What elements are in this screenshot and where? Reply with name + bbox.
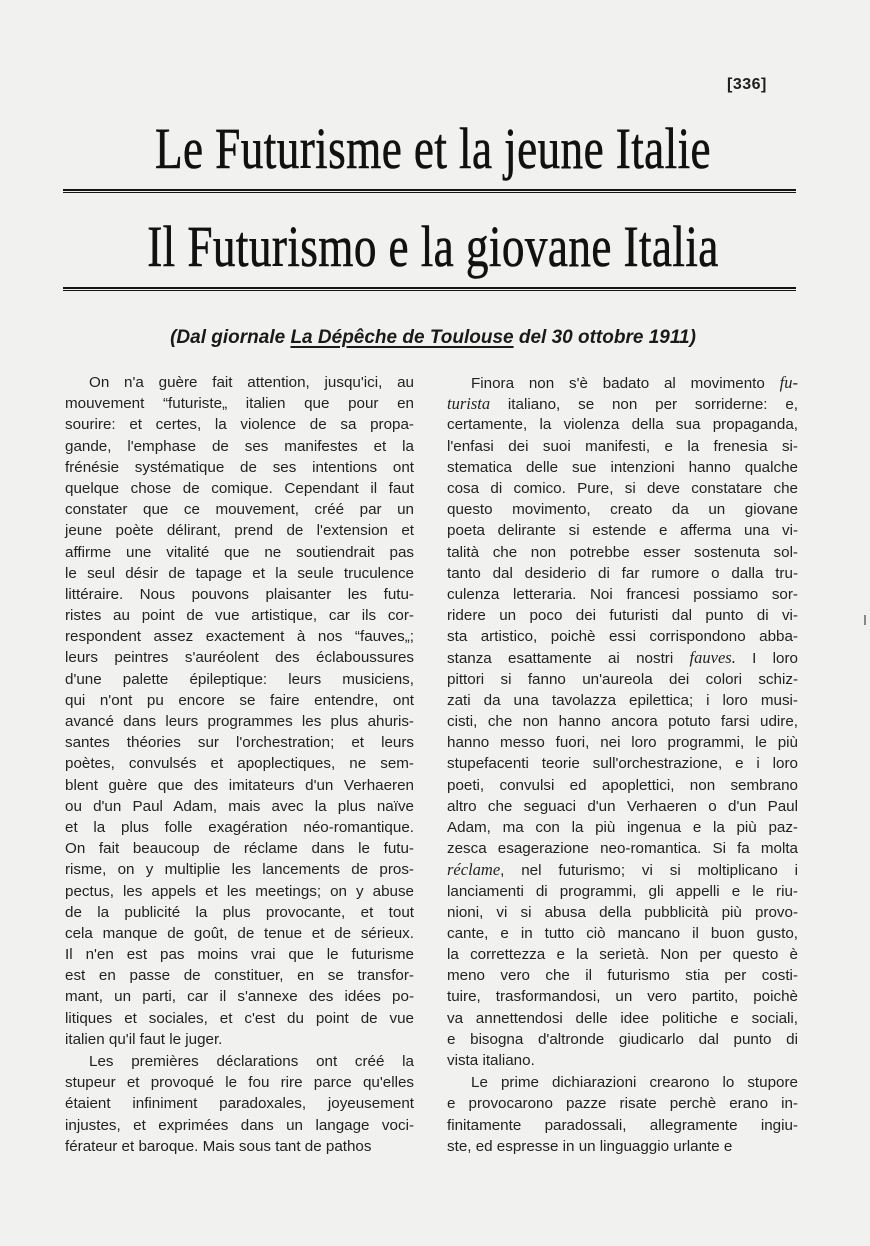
text-line: affirme une vitalité que ne soutiendrait pas bbox=[65, 543, 414, 561]
text-line: stupefacenti teorie sull'orchestrazione, e i loro bbox=[447, 755, 798, 773]
text-line: étaient infiniment paradoxales, joyeusement bbox=[65, 1095, 414, 1113]
text-line: nioni, vi si abusa della pubblicità più provo- bbox=[447, 903, 798, 921]
text-line: cosa di comico. Pure, si deve constatare che bbox=[447, 479, 798, 497]
text-line: sourire: et certes, la violence de sa propa- bbox=[65, 416, 414, 434]
text-line: santes théories sur l'orchestration; et leurs bbox=[65, 734, 414, 752]
text-line: le seul désir de tapage et la seule truculence bbox=[65, 564, 414, 582]
scan-artifact bbox=[864, 615, 866, 625]
source-prefix: (Dal giornale bbox=[170, 327, 291, 348]
text-line: gande, l'emphase de ses manifestes et la bbox=[65, 437, 414, 455]
french-text-column bbox=[65, 372, 414, 1157]
text-line: ou d'un Paul Adam, mais avec la plus naïve bbox=[65, 797, 414, 815]
text-line: e provocarono pazze risate perchè erano in- bbox=[447, 1095, 798, 1113]
text-line: respondent assez exactement à nos “fauves„; bbox=[65, 628, 414, 646]
text-line: litiques et sociales, et c'est du point de vue bbox=[65, 1009, 414, 1027]
text-line: poeti, convulsi ed apoplettici, non sembrano bbox=[447, 776, 798, 794]
text-line: frénésie systématique de ses intentions ont bbox=[65, 458, 414, 476]
text-line: Les premières déclarations ont créé la bbox=[89, 1053, 414, 1070]
text-line: blent guère que des imitateurs d'un Verhaeren bbox=[65, 776, 414, 794]
text-line: Finora non s'è badato al movimento fu- bbox=[471, 373, 798, 392]
text-line: injustes, et exprimées dans un langage voci- bbox=[65, 1116, 414, 1134]
text-line: sta artistico, poichè essi corrispondono abba- bbox=[447, 628, 798, 646]
text-line: italien qu'il faut le juger. bbox=[65, 1030, 223, 1048]
text-line: culenza letteraria. Noi francesi possiamo sor- bbox=[447, 585, 798, 603]
text-line: d'une palette épileptique: leurs musiciens, bbox=[65, 670, 414, 688]
text-line: finitamente paradossali, allegramente ingiu- bbox=[447, 1116, 798, 1134]
text-line: Adam, ma con la più ingenua e la più paz- bbox=[447, 818, 798, 836]
text-line: va annettendosi delle idee politiche e sociali, bbox=[447, 1009, 798, 1027]
italic-term: fu- bbox=[779, 373, 798, 392]
text-line: l'enfasi dei suoi manifesti, e la frenesia si- bbox=[447, 437, 798, 455]
text-line: certamente, la violenza della sua propaganda, bbox=[447, 416, 798, 434]
text-line: avancé dans leurs programmes les plus ahuris- bbox=[65, 713, 414, 730]
text-line: mant, un parti, car il s'annexe des idées po- bbox=[65, 988, 414, 1006]
text-line: de la publicité la plus provocante, et tout bbox=[65, 903, 414, 921]
text-line: Le prime dichiarazioni crearono lo stupore bbox=[471, 1074, 798, 1092]
text-line: altro che seguaci d'un Verhaeren o d'un Paul bbox=[447, 797, 798, 815]
text-line: questo movimento, creato da un giovane bbox=[447, 501, 798, 519]
text-line: turista italiano, se non per sorriderne: e, bbox=[447, 394, 798, 414]
source-citation bbox=[63, 327, 803, 349]
text-line: littéraire. Nous pouvons plaisanter les futu- bbox=[65, 585, 414, 603]
text-line: est en passe de constituer, en se transfor- bbox=[65, 967, 414, 985]
text-line: stanza esattamente ai nostri fauves. I loro bbox=[447, 648, 798, 668]
text-line: risme, on y multiplie les lancements de pros- bbox=[65, 861, 414, 879]
text-line: tanto dal desiderio di far rumore o dalla tru- bbox=[447, 564, 798, 582]
source-newspaper-name: La Dépêche de Toulouse bbox=[290, 327, 514, 348]
text-line: tuire, trasformandosi, un vero partito, poichè bbox=[447, 988, 798, 1006]
text-line: Il n'en est pas moins vrai que le futurisme bbox=[65, 946, 414, 964]
italic-term: réclame bbox=[447, 860, 501, 880]
text-line: leurs peintres s'auréolent des éclaboussures bbox=[65, 649, 414, 667]
text-line: meno vero che il futurismo stia per costi- bbox=[447, 967, 798, 985]
text-line: quelque chose de comique. Cependant il faut bbox=[65, 479, 414, 497]
text-line: jeune poète délirant, prend de l'extension et bbox=[65, 522, 414, 540]
italic-term: fauves. bbox=[689, 648, 736, 668]
text-line: hanno messo fuori, nei loro programmi, le più bbox=[447, 734, 798, 752]
text-line: qui n'ont pu encore se faire entendre, ont bbox=[65, 691, 414, 709]
italic-term: turista bbox=[447, 394, 491, 414]
text-line: poeta delirante si estende e afferma una vi- bbox=[447, 522, 798, 540]
double-rule-divider bbox=[63, 189, 796, 193]
text-line: lanciamenti di programmi, gli appelli e le riu- bbox=[447, 882, 798, 900]
text-line: poètes, convulsés et apoplectiques, ne sem- bbox=[65, 755, 414, 773]
text-line: ste, ed espresse in un linguaggio urlante e bbox=[447, 1137, 733, 1155]
text-line: e bisogna d'altronde giudicarlo dal punto di bbox=[447, 1030, 798, 1048]
text-line: stematica delle sue intenzioni hanno qualche bbox=[447, 458, 798, 476]
text-line: On fait beaucoup de réclame dans le futu- bbox=[65, 840, 414, 858]
text-line: réclame, nel futurismo; vi si moltiplicano i bbox=[447, 860, 798, 880]
headline-italian: Il Futurismo e la giovane Italia bbox=[147, 214, 719, 279]
text-line: constater que ce mouvement, créé par un bbox=[65, 501, 414, 519]
source-suffix: del 30 ottobre 1911) bbox=[513, 327, 696, 348]
double-rule-divider bbox=[63, 287, 796, 291]
text-line: ristes au point de vue artistique, car ils cor- bbox=[65, 607, 414, 625]
text-line: cisti, che non hanno ancora potuto farsi udire, bbox=[447, 713, 798, 730]
text-line: pectus, les appels et les meetings; on y abuse bbox=[65, 882, 414, 900]
text-line: On n'a guère fait attention, jusqu'ici, au bbox=[89, 374, 414, 391]
text-line: zati da una tavolazza epilettica; i loro musi- bbox=[447, 691, 798, 709]
text-line: cela manque de goût, de tenue et de sérieux. bbox=[65, 924, 414, 942]
text-line: pittori si fanno un'aureola dei colori schiz- bbox=[447, 670, 798, 688]
page-number: [336] bbox=[727, 76, 767, 93]
text-line: férateur et baroque. Mais sous tant de pathos bbox=[65, 1137, 372, 1155]
text-line: ridere un poco dei futuristi dal punto di vi- bbox=[447, 607, 798, 625]
text-line: et la plus folle exagération néo-romantique. bbox=[65, 818, 414, 836]
text-line: mouvement “futuriste„ italien que pour en bbox=[65, 395, 414, 413]
text-line: zesca esagerazione neo-romantica. Si fa molta bbox=[447, 840, 798, 858]
text-line: vista italiano. bbox=[447, 1052, 535, 1069]
text-line: talità che non potrebbe esser sostenuta sol- bbox=[447, 543, 798, 561]
italian-text-column bbox=[447, 372, 798, 1157]
headline-french: Le Futurisme et la jeune Italie bbox=[154, 116, 712, 181]
text-line: la correttezza e la serietà. Non per questo è bbox=[447, 946, 798, 964]
text-line: stupeur et provoqué le fou rire parce qu'elles bbox=[65, 1074, 414, 1092]
text-line: cante, e in tutto ciò mancano il buon gusto, bbox=[447, 924, 798, 942]
